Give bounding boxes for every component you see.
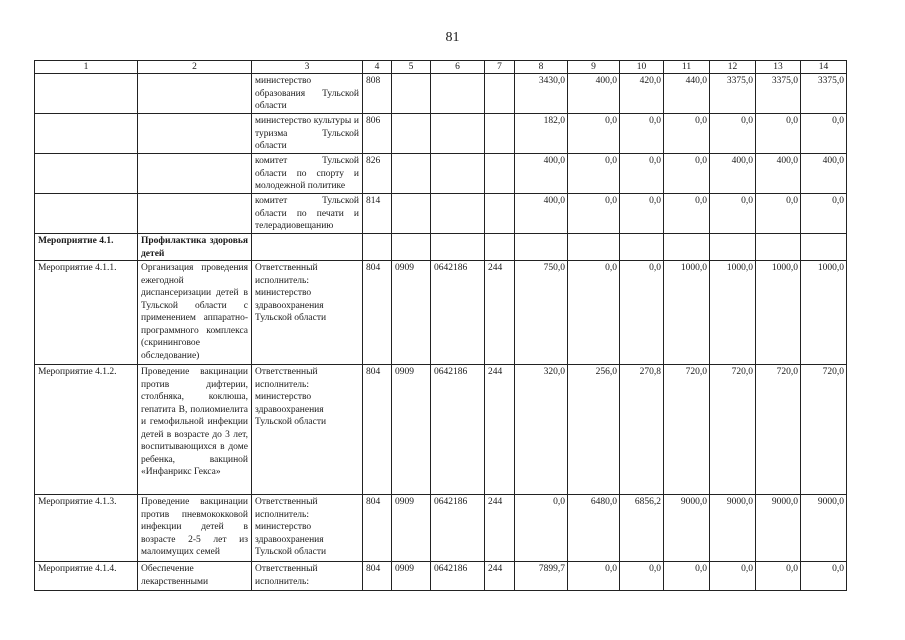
table-row	[35, 154, 847, 194]
cell-executor: министерство культуры и туризма Тульской области	[252, 114, 363, 154]
cell-value-col8: 750,0	[515, 261, 568, 365]
cell-value-col14	[801, 234, 847, 261]
column-header: 10	[620, 61, 664, 74]
cell-description: Обеспечение лекарственными	[138, 562, 252, 591]
cell-expense-type: 244	[485, 562, 515, 591]
cell-executor: комитет Тульской области по спорту и молодежной политике	[252, 154, 363, 194]
cell-value-col9: 0,0	[568, 194, 620, 234]
table-row	[35, 114, 847, 154]
cell-section	[392, 234, 431, 261]
cell-value-col11: 720,0	[664, 365, 710, 495]
cell-executor: комитет Тульской области по печати и телерадиовещанию	[252, 194, 363, 234]
cell-value-col12: 720,0	[710, 365, 756, 495]
table-row	[35, 194, 847, 234]
budget-table	[34, 60, 847, 591]
cell-expense-type: 244	[485, 495, 515, 562]
cell-value-col12: 0,0	[710, 114, 756, 154]
table-row	[35, 562, 847, 591]
cell-value-col11: 0,0	[664, 114, 710, 154]
cell-value-col8: 182,0	[515, 114, 568, 154]
cell-value-col14: 1000,0	[801, 261, 847, 365]
cell-grbs: 826	[363, 154, 392, 194]
header-row	[35, 61, 847, 74]
column-header: 8	[515, 61, 568, 74]
cell-grbs: 806	[363, 114, 392, 154]
cell-description	[138, 114, 252, 154]
cell-executor	[252, 234, 363, 261]
column-header: 4	[363, 61, 392, 74]
cell-value-col13: 720,0	[756, 365, 801, 495]
cell-description: Профилактика здоровья детей	[138, 234, 252, 261]
cell-value-col10	[620, 234, 664, 261]
cell-section: 0909	[392, 261, 431, 365]
cell-value-col14: 720,0	[801, 365, 847, 495]
column-header: 3	[252, 61, 363, 74]
cell-executor: Ответственный исполнитель: министерство здравоохранения Тульской области	[252, 495, 363, 562]
cell-measure	[35, 114, 138, 154]
cell-value-col8: 320,0	[515, 365, 568, 495]
cell-target: 0642186	[431, 495, 485, 562]
cell-grbs: 808	[363, 74, 392, 114]
cell-value-col9: 0,0	[568, 154, 620, 194]
cell-section	[392, 154, 431, 194]
cell-executor: министерство образования Тульской области	[252, 74, 363, 114]
cell-measure: Мероприятие 4.1.4.	[35, 562, 138, 591]
cell-expense-type: 244	[485, 261, 515, 365]
cell-grbs: 804	[363, 562, 392, 591]
table-row	[35, 365, 847, 495]
cell-section	[392, 74, 431, 114]
column-header: 2	[138, 61, 252, 74]
cell-target: 0642186	[431, 365, 485, 495]
column-header: 7	[485, 61, 515, 74]
cell-value-col8: 0,0	[515, 495, 568, 562]
cell-value-col10: 0,0	[620, 562, 664, 591]
cell-expense-type	[485, 194, 515, 234]
cell-executor: Ответственный исполнитель: министерство здравоохранения Тульской области	[252, 365, 363, 495]
cell-description	[138, 154, 252, 194]
cell-value-col9: 400,0	[568, 74, 620, 114]
cell-value-col8	[515, 234, 568, 261]
cell-value-col11: 440,0	[664, 74, 710, 114]
cell-value-col11: 0,0	[664, 154, 710, 194]
cell-value-col12: 3375,0	[710, 74, 756, 114]
cell-value-col14: 0,0	[801, 562, 847, 591]
cell-description: Проведение вакцинации против пневмококковой инфекции детей в возрасте 2-5 лет из малоимущих семей	[138, 495, 252, 562]
column-header: 6	[431, 61, 485, 74]
cell-description	[138, 74, 252, 114]
cell-description: Проведение вакцинации против дифтерии, столбняка, коклюша, гепатита В, полиомиелита и гемофильной инфекции детей в возрасте до 3 лет, воспитывающихся в доме ребенка, вакциной «Инфанрикс Гекса»	[138, 365, 252, 495]
column-header: 1	[35, 61, 138, 74]
cell-section: 0909	[392, 365, 431, 495]
cell-target	[431, 114, 485, 154]
cell-grbs: 804	[363, 495, 392, 562]
cell-value-col11: 1000,0	[664, 261, 710, 365]
cell-measure	[35, 74, 138, 114]
cell-value-col13: 0,0	[756, 562, 801, 591]
cell-measure: Мероприятие 4.1.	[35, 234, 138, 261]
page-number: 81	[445, 30, 460, 45]
cell-expense-type	[485, 74, 515, 114]
cell-target: 0642186	[431, 562, 485, 591]
table-row	[35, 495, 847, 562]
cell-value-col12: 9000,0	[710, 495, 756, 562]
cell-value-col9: 256,0	[568, 365, 620, 495]
cell-value-col10: 0,0	[620, 261, 664, 365]
cell-grbs	[363, 234, 392, 261]
cell-value-col9: 0,0	[568, 562, 620, 591]
cell-target	[431, 194, 485, 234]
cell-description	[138, 194, 252, 234]
table-row	[35, 261, 847, 365]
cell-value-col9: 0,0	[568, 261, 620, 365]
cell-measure	[35, 194, 138, 234]
cell-value-col12: 1000,0	[710, 261, 756, 365]
cell-measure	[35, 154, 138, 194]
cell-value-col13: 0,0	[756, 114, 801, 154]
cell-value-col14: 400,0	[801, 154, 847, 194]
cell-target	[431, 74, 485, 114]
cell-section	[392, 114, 431, 154]
cell-value-col14: 0,0	[801, 114, 847, 154]
cell-value-col11	[664, 234, 710, 261]
cell-expense-type	[485, 114, 515, 154]
cell-value-col14: 0,0	[801, 194, 847, 234]
cell-description: Организация проведения ежегодной диспансеризации детей в Тульской области с применением аппаратно-программного комплекса (скрининговое обследование)	[138, 261, 252, 365]
cell-value-col10: 0,0	[620, 114, 664, 154]
cell-measure: Мероприятие 4.1.1.	[35, 261, 138, 365]
cell-grbs: 804	[363, 261, 392, 365]
cell-target	[431, 154, 485, 194]
cell-value-col10: 0,0	[620, 194, 664, 234]
cell-value-col13: 9000,0	[756, 495, 801, 562]
cell-value-col13: 3375,0	[756, 74, 801, 114]
cell-section: 0909	[392, 562, 431, 591]
cell-section	[392, 194, 431, 234]
column-header: 5	[392, 61, 431, 74]
cell-value-col10: 270,8	[620, 365, 664, 495]
cell-value-col13: 400,0	[756, 154, 801, 194]
cell-value-col12: 0,0	[710, 562, 756, 591]
cell-target: 0642186	[431, 261, 485, 365]
column-header: 11	[664, 61, 710, 74]
cell-expense-type	[485, 154, 515, 194]
cell-section: 0909	[392, 495, 431, 562]
cell-value-col11: 0,0	[664, 194, 710, 234]
cell-value-col8: 400,0	[515, 154, 568, 194]
column-header: 14	[801, 61, 847, 74]
cell-target	[431, 234, 485, 261]
table-row	[35, 234, 847, 261]
cell-executor: Ответственный исполнитель: министерство здравоохранения Тульской области	[252, 261, 363, 365]
cell-value-col8: 3430,0	[515, 74, 568, 114]
cell-grbs: 814	[363, 194, 392, 234]
cell-value-col9: 0,0	[568, 114, 620, 154]
cell-value-col14: 9000,0	[801, 495, 847, 562]
column-header: 9	[568, 61, 620, 74]
table-row	[35, 74, 847, 114]
cell-expense-type	[485, 234, 515, 261]
column-header: 12	[710, 61, 756, 74]
cell-value-col9: 6480,0	[568, 495, 620, 562]
cell-value-col12: 0,0	[710, 194, 756, 234]
cell-value-col13	[756, 234, 801, 261]
cell-value-col10: 0,0	[620, 154, 664, 194]
cell-executor: Ответственный исполнитель:	[252, 562, 363, 591]
cell-grbs: 804	[363, 365, 392, 495]
cell-measure: Мероприятие 4.1.3.	[35, 495, 138, 562]
cell-expense-type: 244	[485, 365, 515, 495]
column-header: 13	[756, 61, 801, 74]
cell-value-col12	[710, 234, 756, 261]
cell-value-col8: 7899,7	[515, 562, 568, 591]
cell-value-col12: 400,0	[710, 154, 756, 194]
cell-value-col13: 1000,0	[756, 261, 801, 365]
cell-value-col8: 400,0	[515, 194, 568, 234]
cell-value-col10: 6856,2	[620, 495, 664, 562]
cell-measure: Мероприятие 4.1.2.	[35, 365, 138, 495]
cell-value-col11: 0,0	[664, 562, 710, 591]
cell-value-col9	[568, 234, 620, 261]
cell-value-col13: 0,0	[756, 194, 801, 234]
cell-value-col10: 420,0	[620, 74, 664, 114]
cell-value-col11: 9000,0	[664, 495, 710, 562]
cell-value-col14: 3375,0	[801, 74, 847, 114]
